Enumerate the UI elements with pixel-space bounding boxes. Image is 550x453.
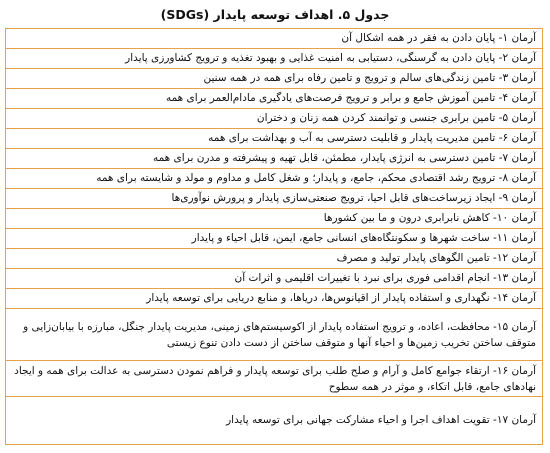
goal-text: آرمان ۸- ترویج رشد اقتصادی محکم، جامع، و پایدار؛ و شغل کامل و مداوم و مولد و شایسته برای همه: [96, 172, 536, 184]
table-row: [6, 129, 542, 149]
goal-text: آرمان ۱۳- انجام اقدامی فوری برای نبرد با تغییرات اقلیمی و اثرات آن: [234, 272, 536, 284]
table-title: جدول ۵. اهداف توسعه پایدار (SDGs): [160, 7, 390, 22]
goal-text: آرمان ۶- تامین مدیریت پایدار و قابلیت دسترسی به آب و بهداشت برای همه: [208, 132, 536, 144]
sdg-table: [5, 28, 543, 445]
goal-text: آرمان ۴- تامین آموزش جامع و برابر و ترویج فرصت‌های یادگیری مادام‌العمر برای همه: [165, 92, 536, 104]
table-row: [6, 209, 542, 229]
table-row: [6, 189, 542, 209]
goal-text: آرمان ۱۰- کاهش نابرابری درون و ما بین کشورها: [323, 212, 536, 224]
goal-text: آرمان ۵- تامین برابری جنسی و توانمند کردن همه زنان و دختران: [256, 112, 536, 124]
table-row: [6, 309, 542, 361]
table-row: [6, 289, 542, 309]
goal-text: آرمان ۱- پایان دادن به فقر در همه اشکال آن: [341, 32, 536, 44]
goal-text: آرمان ۱۴- نگهداری و استفاده پایدار از اقیانوس‌ها، دریاها، و منابع دریایی برای توسعه پایدار: [146, 292, 536, 304]
goal-text: آرمان ۳- تامین زندگی‌های سالم و ترویج و تامین رفاه برای همه در همه سنین: [203, 72, 536, 84]
table-row: [6, 169, 542, 189]
goal-text: آرمان ۷- تامین دسترسی به انرژی پایدار، مطمئن، قابل تهیه و پیشرفته و مدرن برای همه: [152, 152, 536, 164]
table-row: [6, 109, 542, 129]
goal-text: آرمان ۱۶- ارتقاء جوامع کامل و آرام و صلح طلب برای توسعه پایدار و فراهم نمودن دسترسی به عدالت برای همه و ایجاد نهادهای جامع، قابل اتکاء، و موثر در همه سطوح: [14, 364, 536, 393]
goal-text: آرمان ۱۲- تامین الگوهای پایدار تولید و مصرف: [336, 252, 536, 264]
table-row: [6, 49, 542, 69]
goal-text: آرمان ۱۷- تقویت اهداف اجرا و احیاء مشارکت جهانی برای توسعه پایدار: [226, 413, 536, 426]
table-row: [6, 29, 542, 49]
goal-text: آرمان ۱۵- محافظت، اعاده، و ترویج استفاده پایدار از اکوسیستم‌های زمینی، مدیریت پایدار جنگل، مبارزه با بیابان‌زایی و متوقف ساختن تخریب زمین‌ها و احیاء آنها و متوقف ساختن از دست دادن تنوع زیستی: [23, 320, 536, 349]
table-row: [6, 229, 542, 249]
table-row: [6, 269, 542, 289]
table-row: [6, 249, 542, 269]
table-row: [6, 361, 542, 397]
goal-text: آرمان ۱۱- ساخت شهرها و سکونتگاه‌های انسانی جامع، ایمن، قابل احیاء و پایدار: [191, 232, 536, 244]
table-row: [6, 69, 542, 89]
table-row: [6, 89, 542, 109]
table-row: [6, 149, 542, 169]
goal-text: آرمان ۹- ایجاد زیرساخت‌های قابل احیا، ترویج صنعتی‌سازی پایدار و پرورش نوآوری‌ها: [171, 192, 536, 204]
table-row: [6, 397, 542, 443]
goal-text: آرمان ۲- پایان دادن به گرسنگی، دستیابی به امنیت غذایی و بهبود تغذیه و ترویج کشاورزی پایدار: [125, 52, 536, 64]
